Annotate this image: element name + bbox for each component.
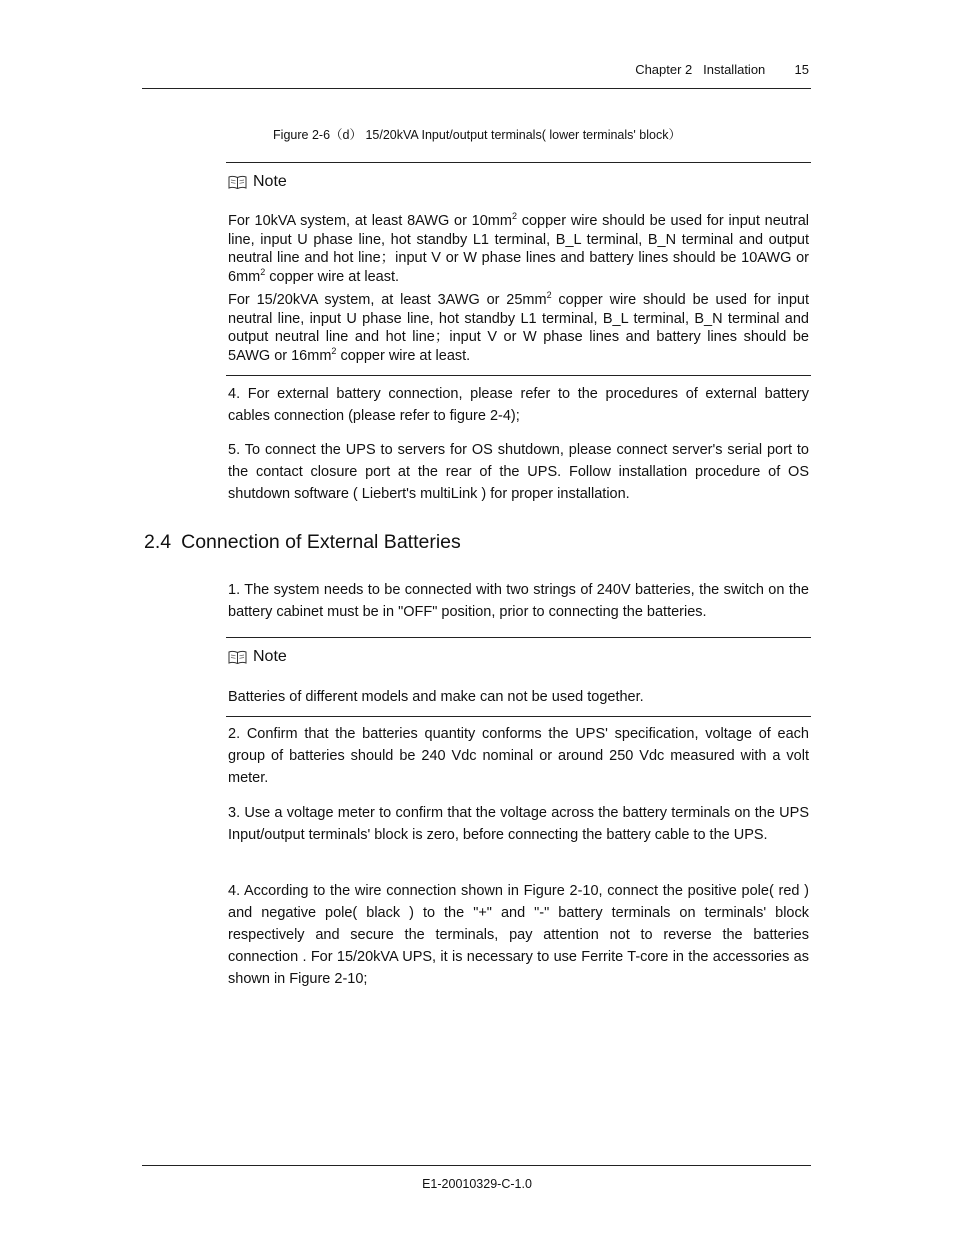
superscript: 2 — [260, 266, 266, 277]
header-chapter: Chapter 2 — [635, 62, 693, 77]
running-header — [635, 62, 809, 77]
note-paragraph-batteries: Batteries of different models and make can not be used together. — [228, 689, 644, 705]
note-bottom-rule — [226, 375, 811, 376]
note-text: copper wire at least. — [265, 268, 400, 285]
header-rule — [142, 88, 811, 89]
section-title: Connection of External Batteries — [181, 531, 461, 553]
section-number: 2.4 — [144, 531, 172, 553]
step-4-paragraph: 4. For external battery connection, please refer to the procedures of external battery cables connection (please refer to figure 2-4); — [228, 386, 809, 424]
footer-rule — [142, 1165, 811, 1166]
note-heading — [228, 173, 287, 191]
superscript: 2 — [546, 290, 552, 301]
note-top-rule — [226, 162, 811, 163]
note-paragraph-10kva — [228, 212, 809, 286]
note-text: For 15/20kVA system, at least 3AWG or 25mm — [228, 292, 547, 308]
battery-step-3-paragraph: 3. Use a voltage meter to confirm that the voltage across the battery terminals on the UPS Input/output terminals' block is zero, before connecting the battery cable to the UPS. — [228, 805, 809, 843]
superscript: 2 — [331, 345, 337, 356]
note-text: copper wire should be used for input neutral line, input U phase line, hot standby L1 terminal, B_L terminal, B_N terminal and output neutral line and hot line；input V or W phase lines and battery lines should be 10AWG or 6mm — [228, 213, 809, 285]
page-number: 15 — [794, 62, 809, 77]
battery-step-1-paragraph: 1. The system needs to be connected with two strings of 240V batteries, the switch on the battery cabinet must be in "OFF" position, prior to connecting the batteries. — [228, 582, 809, 620]
note-text: For 10kVA system, at least 8AWG or 10mm — [228, 213, 512, 229]
book-icon — [228, 650, 247, 665]
battery-step-4-paragraph: 4. According to the wire connection shown in Figure 2-10, connect the positive pole( red ) and negative pole( black ) to the "+" and "-" battery terminals on terminals' block respectively and secure the terminals, pay attention not to reverse the batteries connection . For 15/20kVA UPS, it is necessary to use Ferrite T-core in the accessories as shown in Figure 2-10; — [228, 883, 809, 987]
header-section: Installation — [703, 62, 766, 77]
battery-step-2-paragraph: 2. Confirm that the batteries quantity conforms the UPS' specification, voltage of each group of batteries should be 240 Vdc nominal or around 250 Vdc measured with a volt meter. — [228, 726, 809, 786]
note-label: Note — [253, 173, 287, 190]
section-heading — [144, 531, 461, 554]
figure-caption: Figure 2-6（d） 15/20kVA Input/output terminals( lower terminals' block） — [273, 128, 681, 142]
note-text: copper wire at least. — [336, 347, 471, 364]
note-bottom-rule — [226, 716, 811, 717]
note-heading — [228, 648, 287, 666]
note-label: Note — [253, 648, 287, 665]
note-paragraph-15-20kva — [228, 291, 809, 365]
note-text: copper wire should be used for input neutral line, input U phase line, hot standby L1 terminal, B_L terminal, B_N terminal and output neutral line and hot line；input V or W phase lines and battery lines should be 5AWG or 16mm — [228, 292, 809, 364]
document-code: E1-20010329-C-1.0 — [422, 1177, 532, 1191]
step-5-paragraph: 5. To connect the UPS to servers for OS shutdown, please connect server's serial port to the contact closure port at the rear of the UPS. Follow installation procedure of OS shutdown software ( Liebert's multiLink ) for proper installation. — [228, 442, 809, 502]
book-icon — [228, 175, 247, 190]
note-top-rule — [226, 637, 811, 638]
superscript: 2 — [511, 211, 517, 222]
